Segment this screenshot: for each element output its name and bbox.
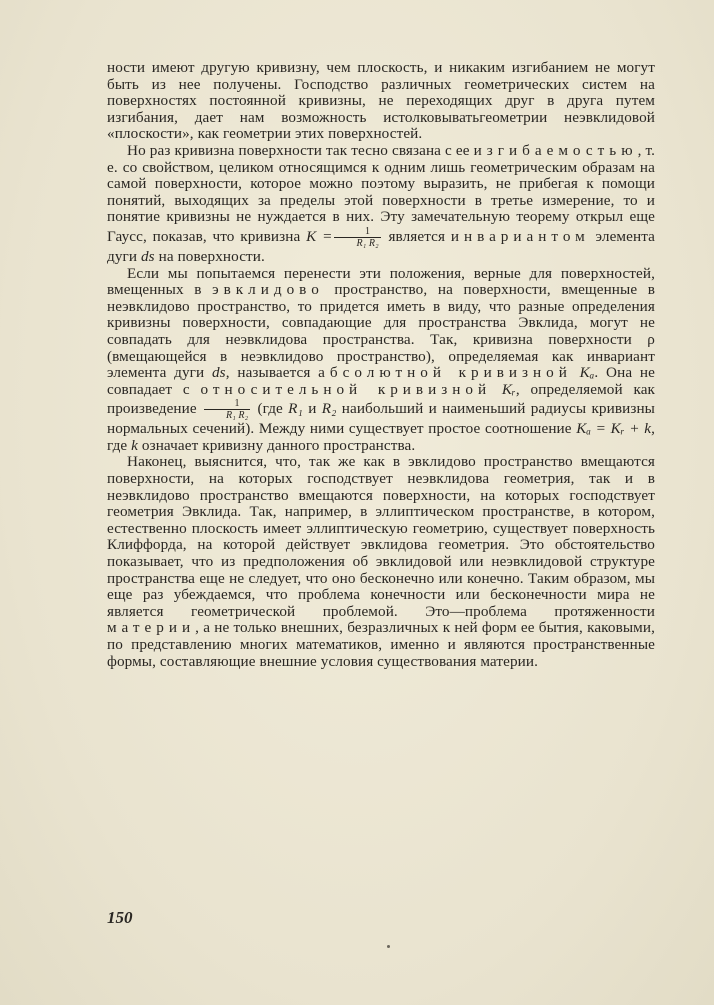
p3-fraction-numerator: 1 [204, 398, 250, 410]
p3-formula: Kₐ = Kᵣ + k [576, 420, 652, 438]
p3-spaced-relative-curvature: относительной кривизной [200, 380, 492, 398]
p3-k: k [131, 436, 138, 454]
p2-ds: ds [140, 247, 155, 265]
p3-spaced-absolute-curvature: абсолютной кривизной [318, 364, 572, 382]
p2-text-d: является [388, 227, 446, 245]
p3-kr: Kᵣ [501, 380, 516, 398]
paragraph-2 [107, 143, 655, 266]
paragraph-4 [107, 454, 655, 670]
p3-fraction-denominator: R₁ R₂ [226, 410, 249, 422]
paper-speck [387, 945, 390, 948]
p3-text-a: Если мы попытаемся перенести эти положения, верные для поверхностей, вмещенных в [107, 264, 655, 299]
p3-spaced-euclidean: эвклидово [212, 281, 324, 299]
paragraph-1 [107, 60, 655, 143]
p3-r1: R₁ [288, 400, 303, 418]
p3-text-n: и [308, 400, 317, 418]
p2-fraction-denominator: R₁ R₂ [356, 237, 379, 249]
p4-spaced-matter: материи [107, 619, 196, 637]
p3-fraction [204, 398, 250, 421]
paragraph-3 [107, 266, 655, 455]
p2-spaced-term: изгибаемостью [473, 141, 638, 159]
p3-text-h: . Она не совпадает с [107, 364, 655, 398]
p2-text-f: элемента дуги [107, 227, 655, 265]
p3-text-r: , где [107, 420, 656, 454]
p2-text-c: , т. е. со свойством, целиком относящимся к одним лишь геометрическим образам на самой поверхности, которое можно поэтому выразить, не прибегая к помощи понятий, выходящих за пределы этой поверхности в третье измерение, то и понятие кривизны не нуждается в них. Эту замечательную теорему открыл еще Гаусс, показав, что кривизна [107, 141, 655, 245]
p2-fraction [334, 226, 380, 249]
p2-formula-lhs: K = [306, 227, 333, 245]
body-text [107, 60, 655, 670]
p2-fraction-numerator: 1 [334, 226, 380, 238]
p2-text-h: на поверхности. [158, 247, 265, 265]
page-number: 150 [107, 908, 133, 927]
p3-text-p: наибольший и наименьший радиусы кривизны нормальных сечений). Между ними существует простое соотношение [107, 400, 655, 438]
p3-text-c: пространство, на поверхности, вмещенные в неэвклидово пространство, то придется иметь в виду, что разные определения кривизны поверхности, совпадающие для пространства Эвклида, могут не совпадать для неэвклидова пространства. Так, кривизна поверхности ρ (вмещающейся в неэвклидово пространство), определяемая как инвариант элемента дуги [107, 281, 656, 382]
p3-r2: R₂ [321, 400, 337, 418]
p3-text-k: , определяемой как произведение [107, 380, 656, 418]
p3-text-e: , называется [225, 364, 311, 382]
p3-ka: Kₐ [579, 364, 595, 382]
p3-ds: ds [211, 364, 226, 382]
p4-text-a: Наконец, выяснится, что, так же как в эвклидово пространство вмещаются поверхности, на которых господствует неэвклидова геометрия, так и в неэвклидово пространство вмещаются поверхности, на которых господствует геометрия Эвклида. Так, например, в эллиптическом пространстве, в котором, естественно плоскость имеет эллиптическую геометрию, существует поверхность Клиффорда, на которой действует эвклидова геометрия. Это обстоятельство показывает, что из предположения об эвклидовой или неэвклидовой структуре пространства еще не следует, что оно бесконечно или конечно. Таким образом, мы еще раз убеждаемся, что проблема конечности или бесконечности мира не является геометрической проблемой. Это—проблема протяженности [107, 453, 655, 620]
p3-text-l: (где [257, 400, 283, 418]
p1-text: ности имеют другую кривизну, чем плоскость, и никаким изгибанием не могут быть из нее получены. Господство различных геометрических систем на поверхностях постоянной кривизны, не переходящих друг в друга путем изгибания, дает нам возможность истолковыватьгеометрии неэвклидовой «плоскости», как геометрии этих поверхностей. [107, 59, 655, 143]
p3-text-t: означает кривизну данного пространства. [141, 436, 416, 454]
p2-spaced-invariant: инвариантом [450, 227, 590, 245]
p2-text-a: Но раз кривизна поверхности так тесно связана с ее [127, 141, 470, 159]
p4-text-c: , а не только внешних, безразличных к ней форм ее бытия, каковыми, по представлению многих математиков, именно и являются пространственные формы, составляющие внешние условия существования материи. [107, 619, 655, 670]
